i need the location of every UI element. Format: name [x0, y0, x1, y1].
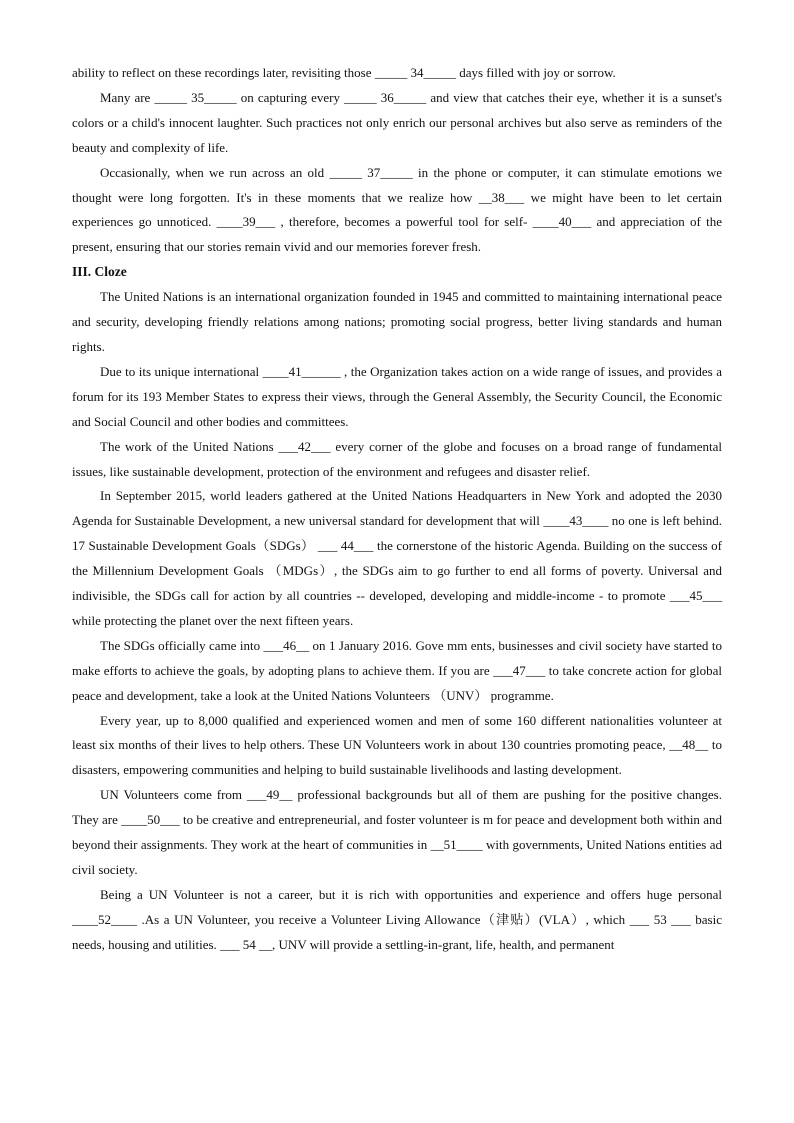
paragraph-un-intro: The United Nations is an international organization founded in 1945 and committed to maintaining international peace and security, developing friendly relations among nations; promoting social progress, better living standards and human rights. [72, 289, 722, 354]
paragraph-un-work: The work of the United Nations ___42___ every corner of the globe and focuses on a broad range of fundamental issues, like sustainable development, protection of the environment and refugees and disaster relief. [72, 438, 722, 479]
paragraph-volunteer-backgrounds: UN Volunteers come from ___49__ professional backgrounds but all of them are pushing for the positive changes. They are ____50___ to be creative and entrepreneurial, and foster volunteer is m for peace and development both within and beyond their assignments. They work at the heart of communities in __51____ with governments, United Nations entities ad civil society. [72, 787, 722, 877]
paragraph-un-forum: Due to its unique international ____41______ , the Organization takes action on a wide range of issues, and provides a forum for its 193 Member States to express their views, through the General Assembly, the Security Council, the Economic and Social Council and other bodies and committees. [72, 363, 722, 429]
paragraph-continuation: ability to reflect on these recordings later, revisiting those _____ 34_____ days filled with joy or sorrow. [72, 65, 616, 80]
paragraph-old-photos: Occasionally, when we run across an old _____ 37_____ in the phone or computer, it can stimulate emotions we thought were long forgotten. It's in these moments that we realize how __38___ we might have been to let certain experiences go unnoticed. ____39___ , therefore, becomes a powerful tool for self- ____40___ and appreciation of the present, ensuring that our stories remain vivid and our memories forever fresh. [72, 164, 722, 255]
paragraph-sdgs-force: The SDGs officially came into ___46__ on 1 January 2016. Gove mm ents, businesses and civil society have started to make efforts to achieve the goals, by adopting plans to achieve them. If you are ___47___ to take concrete action for global peace and development, take a look at the United Nations Volunteers （UNV） programme. [72, 637, 722, 703]
paragraph-sdgs-agenda: In September 2015, world leaders gathered at the United Nations Headquarters in New York and adopted the 2030 Agenda for Sustainable Development, a new universal standard for development that will ____43____ no one is left behind. 17 Sustainable Development Goals（SDGs） ___ 44___ the cornerstone of the historic Agenda. Building on the success of the Millennium Development Goals （MDGs）, the SDGs aim to go further to end all forms of poverty. Universal and indivisible, the SDGs call for action by all countries -- developed, developing and middle-income - to promote ___45___ while protecting the planet over the next fifteen years. [72, 488, 722, 628]
paragraph-un-volunteers: Every year, up to 8,000 qualified and experienced women and men of some 160 different nationalities volunteer at least six months of their lives to help others. These UN Volunteers work in about 130 countries promoting peace, __48__ to disasters, empowering communities and helping to build sustainable livelihoods and lasting development. [72, 712, 722, 778]
document-page [72, 61, 722, 958]
paragraph-volunteer-benefits: Being a UN Volunteer is not a career, but it is rich with opportunities and experience and offers huge personal ____52____ .As a UN Volunteer, you receive a Volunteer Living Allowance（津贴）(VLA）, which ___ 53 ___ basic needs, housing and utilities. ___ 54 __, UNV will provide a settling-in-grant, life, health, and permanent [72, 886, 722, 952]
paragraph-recording-practices: Many are _____ 35_____ on capturing every _____ 36_____ and view that catches their eye, whether it is a sunset's colors or a child's innocent laughter. Such practices not only enrich our personal archives but also serve as reminders of the beauty and complexity of life. [72, 89, 722, 155]
section-heading-cloze: III. Cloze [72, 264, 127, 280]
